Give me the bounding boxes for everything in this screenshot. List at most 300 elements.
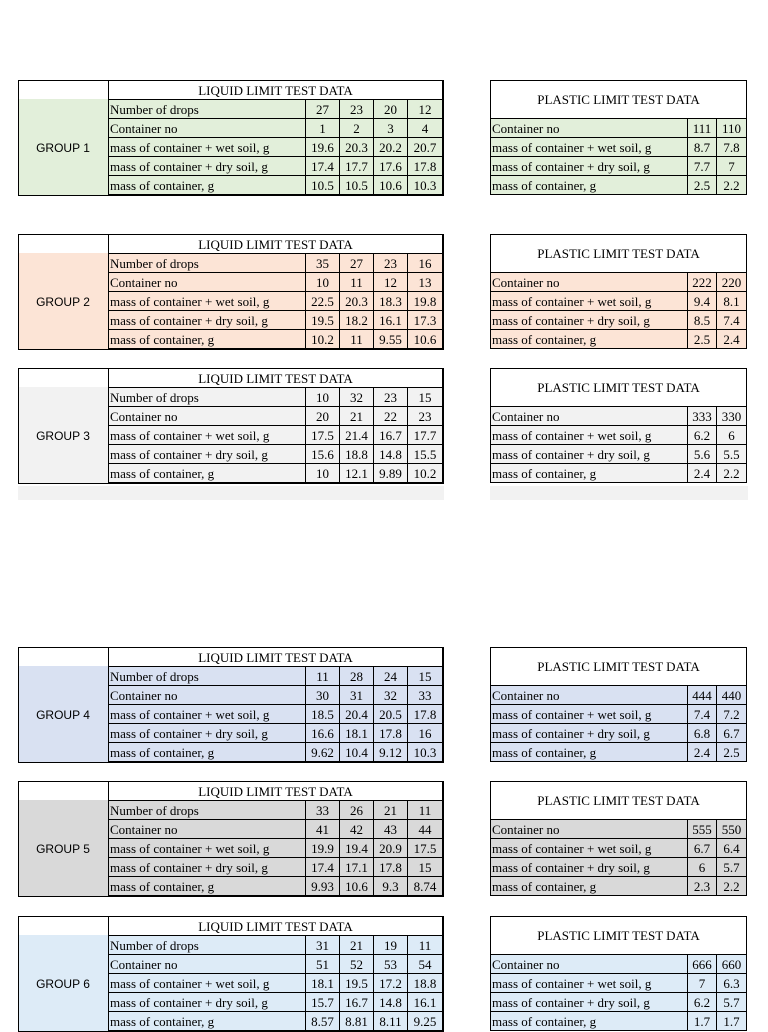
ll-cell[interactable]: 33 (306, 801, 340, 820)
table-row (109, 254, 443, 273)
ll-cell[interactable]: 10.3 (408, 743, 443, 762)
table-row (109, 311, 443, 330)
ll-cell[interactable]: 23 (374, 254, 408, 273)
pl-cell[interactable]: 7.8 (717, 138, 747, 157)
pl-cell[interactable]: 6.3 (717, 974, 747, 993)
plastic-limit-title[interactable]: PLASTIC LIMIT TEST DATA (491, 369, 747, 407)
ll-cell[interactable]: 17.7 (408, 426, 443, 445)
liquid-limit-title[interactable]: LIQUID LIMIT TEST DATA (109, 81, 443, 100)
table-row (491, 820, 747, 839)
table-row (109, 119, 443, 138)
row-label-dry[interactable]: mass of container + dry soil, g (491, 311, 688, 330)
pl-cell[interactable]: 550 (717, 820, 747, 839)
pl-cell[interactable]: 2.5 (688, 330, 717, 349)
pl-cell[interactable]: 2.4 (688, 743, 717, 762)
ll-cell[interactable]: 20.3 (340, 138, 374, 157)
table-row (109, 388, 443, 407)
row-label-wet[interactable]: mass of container + wet soil, g (109, 426, 306, 445)
pl-cell[interactable]: 111 (688, 119, 717, 138)
table-row (491, 464, 747, 483)
ll-cell[interactable]: 22.5 (306, 292, 340, 311)
pl-cell[interactable]: 666 (688, 955, 717, 974)
table-row (491, 330, 747, 349)
ll-cell[interactable]: 53 (374, 955, 408, 974)
pl-cell[interactable]: 5.6 (688, 445, 717, 464)
row-label-wet[interactable]: mass of container + wet soil, g (109, 292, 306, 311)
group-label[interactable]: GROUP 1 (18, 99, 108, 196)
ll-cell[interactable]: 17.8 (374, 858, 408, 877)
ll-cell[interactable]: 20 (306, 407, 340, 426)
ll-cell[interactable]: 19.9 (306, 839, 340, 858)
ll-cell[interactable]: 20.7 (408, 138, 443, 157)
table-row (491, 743, 747, 762)
row-label-wet[interactable]: mass of container + wet soil, g (491, 839, 688, 858)
ll-cell[interactable]: 15 (408, 667, 443, 686)
pl-cell[interactable]: 7.2 (717, 705, 747, 724)
group-label[interactable]: GROUP 5 (18, 800, 108, 897)
ll-cell[interactable]: 9.3 (374, 877, 408, 896)
ll-cell[interactable]: 18.5 (306, 705, 340, 724)
pl-cell[interactable]: 7.7 (688, 157, 717, 176)
plastic-limit-title[interactable]: PLASTIC LIMIT TEST DATA (491, 81, 747, 119)
ll-cell[interactable]: 10.2 (408, 464, 443, 483)
row-label-mass[interactable]: mass of container, g (491, 176, 688, 195)
table-row (109, 839, 443, 858)
row-label-dry[interactable]: mass of container + dry soil, g (491, 724, 688, 743)
row-label-mass[interactable]: mass of container, g (109, 464, 306, 483)
ll-cell[interactable]: 42 (340, 820, 374, 839)
pl-cell[interactable]: 9.4 (688, 292, 717, 311)
ll-cell[interactable]: 10.6 (340, 877, 374, 896)
ll-cell[interactable]: 21 (340, 407, 374, 426)
table-row (109, 820, 443, 839)
row-label-drops[interactable]: Number of drops (109, 667, 306, 686)
table-row (109, 877, 443, 896)
ll-cell[interactable]: 16 (408, 254, 443, 273)
ll-cell[interactable]: 12 (374, 273, 408, 292)
ll-cell[interactable]: 15.7 (306, 993, 340, 1012)
table-row (109, 445, 443, 464)
ll-cell[interactable]: 17.1 (340, 858, 374, 877)
row-label-mass[interactable]: mass of container, g (109, 176, 306, 195)
table-row (491, 1012, 747, 1031)
row-label-wet[interactable]: mass of container + wet soil, g (491, 426, 688, 445)
ll-cell[interactable]: 54 (408, 955, 443, 974)
ll-cell[interactable]: 15.6 (306, 445, 340, 464)
ll-cell[interactable]: 13 (408, 273, 443, 292)
ll-cell[interactable]: 11 (408, 801, 443, 820)
group-block-4 (18, 647, 748, 763)
pl-cell[interactable]: 6.2 (688, 426, 717, 445)
pl-cell[interactable]: 440 (717, 686, 747, 705)
row-label-container[interactable]: Container no (109, 273, 306, 292)
ll-cell[interactable]: 32 (374, 686, 408, 705)
row-label-dry[interactable]: mass of container + dry soil, g (491, 445, 688, 464)
table-row (491, 955, 747, 974)
table-row (109, 464, 443, 483)
plastic-limit-title[interactable]: PLASTIC LIMIT TEST DATA (491, 648, 747, 686)
pl-cell[interactable]: 660 (717, 955, 747, 974)
table-row (109, 100, 443, 119)
ll-cell[interactable]: 17.2 (374, 974, 408, 993)
pl-cell[interactable]: 7 (688, 974, 717, 993)
row-label-mass[interactable]: mass of container, g (491, 464, 688, 483)
ll-cell[interactable]: 15 (408, 388, 443, 407)
table-row (109, 292, 443, 311)
pl-cell[interactable]: 555 (688, 820, 717, 839)
row-label-mass[interactable]: mass of container, g (109, 743, 306, 762)
group-label-spacer (18, 80, 108, 99)
pl-cell[interactable]: 2.4 (688, 464, 717, 483)
row-label-wet[interactable]: mass of container + wet soil, g (109, 974, 306, 993)
row-label-drops[interactable]: Number of drops (109, 388, 306, 407)
ll-cell[interactable]: 20.3 (340, 292, 374, 311)
table-row (109, 974, 443, 993)
ll-cell[interactable]: 1 (306, 119, 340, 138)
ll-cell[interactable]: 20.5 (374, 705, 408, 724)
row-label-drops[interactable]: Number of drops (109, 100, 306, 119)
pl-cell[interactable]: 2.2 (717, 877, 747, 896)
ll-cell[interactable]: 9.89 (374, 464, 408, 483)
row-label-mass[interactable]: mass of container, g (491, 743, 688, 762)
ll-cell[interactable]: 18.1 (340, 724, 374, 743)
row-label-dry[interactable]: mass of container + dry soil, g (491, 157, 688, 176)
ll-cell[interactable]: 24 (374, 667, 408, 686)
table-row (109, 330, 443, 349)
table-row (109, 426, 443, 445)
ll-cell[interactable]: 17.5 (306, 426, 340, 445)
row-label-container[interactable]: Container no (109, 955, 306, 974)
pl-cell[interactable]: 222 (688, 273, 717, 292)
ll-cell[interactable]: 17.8 (408, 705, 443, 724)
ll-cell[interactable]: 52 (340, 955, 374, 974)
ll-cell[interactable]: 10 (306, 388, 340, 407)
ll-cell[interactable]: 19.5 (306, 311, 340, 330)
group-label-spacer (18, 234, 108, 253)
ll-cell[interactable]: 15 (408, 858, 443, 877)
pl-cell[interactable]: 6.2 (688, 993, 717, 1012)
group-label[interactable]: GROUP 4 (18, 666, 108, 763)
table-row (109, 858, 443, 877)
ll-cell[interactable]: 35 (306, 254, 340, 273)
ll-cell[interactable]: 19.6 (306, 138, 340, 157)
row-label-wet[interactable]: mass of container + wet soil, g (109, 839, 306, 858)
table-row (491, 176, 747, 195)
pl-cell[interactable]: 7 (717, 157, 747, 176)
table-row (491, 858, 747, 877)
pl-cell[interactable]: 5.7 (717, 993, 747, 1012)
plastic-limit-title[interactable]: PLASTIC LIMIT TEST DATA (491, 782, 747, 820)
table-row (109, 157, 443, 176)
ll-cell[interactable]: 16.1 (374, 311, 408, 330)
ll-cell[interactable]: 17.5 (408, 839, 443, 858)
ll-cell[interactable]: 11 (340, 273, 374, 292)
row-label-container[interactable]: Container no (491, 820, 688, 839)
row-label-dry[interactable]: mass of container + dry soil, g (109, 445, 306, 464)
table-row (491, 407, 747, 426)
ll-cell[interactable]: 23 (374, 388, 408, 407)
liquid-limit-table (108, 916, 443, 1031)
ll-cell[interactable]: 31 (340, 686, 374, 705)
ll-cell[interactable]: 43 (374, 820, 408, 839)
pl-cell[interactable]: 8.7 (688, 138, 717, 157)
plastic-limit-title[interactable]: PLASTIC LIMIT TEST DATA (491, 235, 747, 273)
ll-cell[interactable]: 10 (306, 273, 340, 292)
ll-cell[interactable]: 27 (340, 254, 374, 273)
ll-cell[interactable]: 10.5 (306, 176, 340, 195)
pl-cell[interactable]: 110 (717, 119, 747, 138)
ll-cell[interactable]: 14.8 (374, 445, 408, 464)
ll-cell[interactable]: 17.7 (340, 157, 374, 176)
ll-cell[interactable]: 30 (306, 686, 340, 705)
pl-cell[interactable]: 6.7 (688, 839, 717, 858)
ll-cell[interactable]: 19.4 (340, 839, 374, 858)
group-label-spacer (18, 916, 108, 935)
row-label-dry[interactable]: mass of container + dry soil, g (109, 858, 306, 877)
ll-cell[interactable]: 9.55 (374, 330, 408, 349)
table-row (491, 445, 747, 464)
group-label[interactable]: GROUP 2 (18, 253, 108, 350)
ll-cell[interactable]: 14.8 (374, 993, 408, 1012)
plastic-limit-title[interactable]: PLASTIC LIMIT TEST DATA (491, 917, 747, 955)
ll-cell[interactable]: 12.1 (340, 464, 374, 483)
liquid-limit-title[interactable]: LIQUID LIMIT TEST DATA (109, 782, 443, 801)
row-label-mass[interactable]: mass of container, g (109, 1012, 306, 1031)
ll-cell[interactable]: 17.8 (374, 724, 408, 743)
ll-cell[interactable]: 18.2 (340, 311, 374, 330)
pl-cell[interactable]: 444 (688, 686, 717, 705)
ll-cell[interactable]: 21 (374, 801, 408, 820)
ll-cell[interactable]: 33 (408, 686, 443, 705)
ll-cell[interactable]: 41 (306, 820, 340, 839)
table-row (109, 686, 443, 705)
row-label-dry[interactable]: mass of container + dry soil, g (109, 993, 306, 1012)
pl-cell[interactable]: 6.8 (688, 724, 717, 743)
ll-cell[interactable]: 9.62 (306, 743, 340, 762)
ll-cell[interactable]: 20.2 (374, 138, 408, 157)
row-label-container[interactable]: Container no (491, 273, 688, 292)
ll-cell[interactable]: 11 (408, 936, 443, 955)
ll-cell[interactable]: 18.1 (306, 974, 340, 993)
grey-strip-left (18, 486, 444, 500)
ll-cell[interactable]: 20.4 (340, 705, 374, 724)
group-block-5 (18, 781, 748, 897)
row-label-container[interactable]: Container no (491, 119, 688, 138)
pl-cell[interactable]: 1.7 (688, 1012, 717, 1031)
ll-cell[interactable]: 3 (374, 119, 408, 138)
pl-cell[interactable]: 2.2 (717, 176, 747, 195)
ll-cell[interactable]: 8.57 (306, 1012, 340, 1031)
ll-cell[interactable]: 11 (340, 330, 374, 349)
group-label[interactable]: GROUP 6 (18, 935, 108, 1032)
ll-cell[interactable]: 20.9 (374, 839, 408, 858)
ll-cell[interactable]: 17.4 (306, 157, 340, 176)
ll-cell[interactable]: 10.6 (374, 176, 408, 195)
liquid-limit-table (108, 234, 443, 349)
plastic-limit-table (490, 916, 747, 1031)
row-label-wet[interactable]: mass of container + wet soil, g (491, 705, 688, 724)
ll-cell[interactable]: 26 (340, 801, 374, 820)
ll-cell[interactable]: 16.7 (374, 426, 408, 445)
row-label-container[interactable]: Container no (109, 119, 306, 138)
ll-cell[interactable]: 9.25 (408, 1012, 443, 1031)
pl-cell[interactable]: 8.5 (688, 311, 717, 330)
table-row (491, 993, 747, 1012)
table-row (109, 407, 443, 426)
ll-cell[interactable]: 8.74 (408, 877, 443, 896)
ll-cell[interactable]: 9.93 (306, 877, 340, 896)
table-row (491, 157, 747, 176)
ll-cell[interactable]: 10.3 (408, 176, 443, 195)
row-label-container[interactable]: Container no (109, 686, 306, 705)
pl-cell[interactable]: 330 (717, 407, 747, 426)
ll-cell[interactable]: 18.3 (374, 292, 408, 311)
pl-cell[interactable]: 2.5 (717, 743, 747, 762)
plastic-limit-table (490, 368, 747, 483)
table-row (109, 667, 443, 686)
ll-cell[interactable]: 10 (306, 464, 340, 483)
ll-cell[interactable]: 12 (408, 100, 443, 119)
ll-cell[interactable]: 4 (408, 119, 443, 138)
group-label-spacer (18, 368, 108, 387)
pl-cell[interactable]: 2.4 (717, 330, 747, 349)
liquid-limit-table (108, 368, 443, 483)
ll-cell[interactable]: 17.8 (408, 157, 443, 176)
table-row (491, 119, 747, 138)
ll-cell[interactable]: 19 (374, 936, 408, 955)
row-label-mass[interactable]: mass of container, g (109, 330, 306, 349)
ll-cell[interactable]: 9.12 (374, 743, 408, 762)
ll-cell[interactable]: 11 (306, 667, 340, 686)
ll-cell[interactable]: 31 (306, 936, 340, 955)
row-label-container[interactable]: Container no (491, 407, 688, 426)
table-row (491, 292, 747, 311)
ll-cell[interactable]: 21 (340, 936, 374, 955)
liquid-limit-table (108, 80, 443, 195)
ll-cell[interactable]: 22 (374, 407, 408, 426)
row-label-wet[interactable]: mass of container + wet soil, g (491, 138, 688, 157)
row-label-wet[interactable]: mass of container + wet soil, g (109, 705, 306, 724)
row-label-wet[interactable]: mass of container + wet soil, g (109, 138, 306, 157)
table-row (109, 176, 443, 195)
row-label-drops[interactable]: Number of drops (109, 936, 306, 955)
liquid-limit-table (108, 781, 443, 896)
ll-cell[interactable]: 23 (340, 100, 374, 119)
row-label-container[interactable]: Container no (491, 955, 688, 974)
ll-cell[interactable]: 16.6 (306, 724, 340, 743)
pl-cell[interactable]: 7.4 (717, 311, 747, 330)
table-row (109, 955, 443, 974)
ll-cell[interactable]: 2 (340, 119, 374, 138)
row-label-mass[interactable]: mass of container, g (109, 877, 306, 896)
liquid-limit-title[interactable]: LIQUID LIMIT TEST DATA (109, 235, 443, 254)
row-label-dry[interactable]: mass of container + dry soil, g (491, 858, 688, 877)
ll-cell[interactable]: 19.5 (340, 974, 374, 993)
table-row (491, 138, 747, 157)
ll-cell[interactable]: 17.6 (374, 157, 408, 176)
pl-cell[interactable]: 2.3 (688, 877, 717, 896)
table-row (491, 724, 747, 743)
row-label-dry[interactable]: mass of container + dry soil, g (491, 993, 688, 1012)
pl-cell[interactable]: 8.1 (717, 292, 747, 311)
ll-cell[interactable]: 20 (374, 100, 408, 119)
ll-cell[interactable]: 18.8 (340, 445, 374, 464)
ll-cell[interactable]: 32 (340, 388, 374, 407)
row-label-wet[interactable]: mass of container + wet soil, g (491, 292, 688, 311)
ll-cell[interactable]: 15.5 (408, 445, 443, 464)
group-block-1 (18, 80, 748, 196)
pl-cell[interactable]: 333 (688, 407, 717, 426)
row-label-container[interactable]: Container no (109, 407, 306, 426)
ll-cell[interactable]: 27 (306, 100, 340, 119)
ll-cell[interactable]: 44 (408, 820, 443, 839)
grey-strip-right (490, 486, 748, 500)
ll-cell[interactable]: 16.1 (408, 993, 443, 1012)
ll-cell[interactable]: 10.2 (306, 330, 340, 349)
ll-cell[interactable]: 17.3 (408, 311, 443, 330)
ll-cell[interactable]: 21.4 (340, 426, 374, 445)
table-row (109, 1012, 443, 1031)
table-row (109, 801, 443, 820)
row-label-mass[interactable]: mass of container, g (491, 1012, 688, 1031)
ll-cell[interactable]: 10.5 (340, 176, 374, 195)
pl-cell[interactable]: 2.2 (717, 464, 747, 483)
ll-cell[interactable]: 28 (340, 667, 374, 686)
ll-cell[interactable]: 19.8 (408, 292, 443, 311)
pl-cell[interactable]: 6 (688, 858, 717, 877)
pl-cell[interactable]: 2.5 (688, 176, 717, 195)
ll-cell[interactable]: 8.11 (374, 1012, 408, 1031)
ll-cell[interactable]: 17.4 (306, 858, 340, 877)
row-label-container[interactable]: Container no (491, 686, 688, 705)
ll-cell[interactable]: 10.6 (408, 330, 443, 349)
row-label-drops[interactable]: Number of drops (109, 254, 306, 273)
pl-cell[interactable]: 6.7 (717, 724, 747, 743)
group-label[interactable]: GROUP 3 (18, 387, 108, 484)
row-label-mass[interactable]: mass of container, g (491, 330, 688, 349)
pl-cell[interactable]: 220 (717, 273, 747, 292)
plastic-limit-table (490, 647, 747, 762)
liquid-limit-title[interactable]: LIQUID LIMIT TEST DATA (109, 648, 443, 667)
table-row (491, 839, 747, 858)
ll-cell[interactable]: 10.4 (340, 743, 374, 762)
ll-cell[interactable]: 23 (408, 407, 443, 426)
liquid-limit-title[interactable]: LIQUID LIMIT TEST DATA (109, 369, 443, 388)
ll-cell[interactable]: 16 (408, 724, 443, 743)
liquid-limit-title[interactable]: LIQUID LIMIT TEST DATA (109, 917, 443, 936)
table-row (109, 724, 443, 743)
ll-cell[interactable]: 18.8 (408, 974, 443, 993)
pl-cell[interactable]: 5.7 (717, 858, 747, 877)
ll-cell[interactable]: 51 (306, 955, 340, 974)
row-label-wet[interactable]: mass of container + wet soil, g (491, 974, 688, 993)
pl-cell[interactable]: 5.5 (717, 445, 747, 464)
row-label-drops[interactable]: Number of drops (109, 801, 306, 820)
row-label-container[interactable]: Container no (109, 820, 306, 839)
pl-cell[interactable]: 7.4 (688, 705, 717, 724)
pl-cell[interactable]: 6.4 (717, 839, 747, 858)
ll-cell[interactable]: 16.7 (340, 993, 374, 1012)
row-label-dry[interactable]: mass of container + dry soil, g (109, 724, 306, 743)
liquid-limit-table (108, 647, 443, 762)
pl-cell[interactable]: 1.7 (717, 1012, 747, 1031)
row-label-mass[interactable]: mass of container, g (491, 877, 688, 896)
group-block-6 (18, 916, 748, 1032)
row-label-dry[interactable]: mass of container + dry soil, g (109, 157, 306, 176)
pl-cell[interactable]: 6 (717, 426, 747, 445)
row-label-dry[interactable]: mass of container + dry soil, g (109, 311, 306, 330)
ll-cell[interactable]: 8.81 (340, 1012, 374, 1031)
